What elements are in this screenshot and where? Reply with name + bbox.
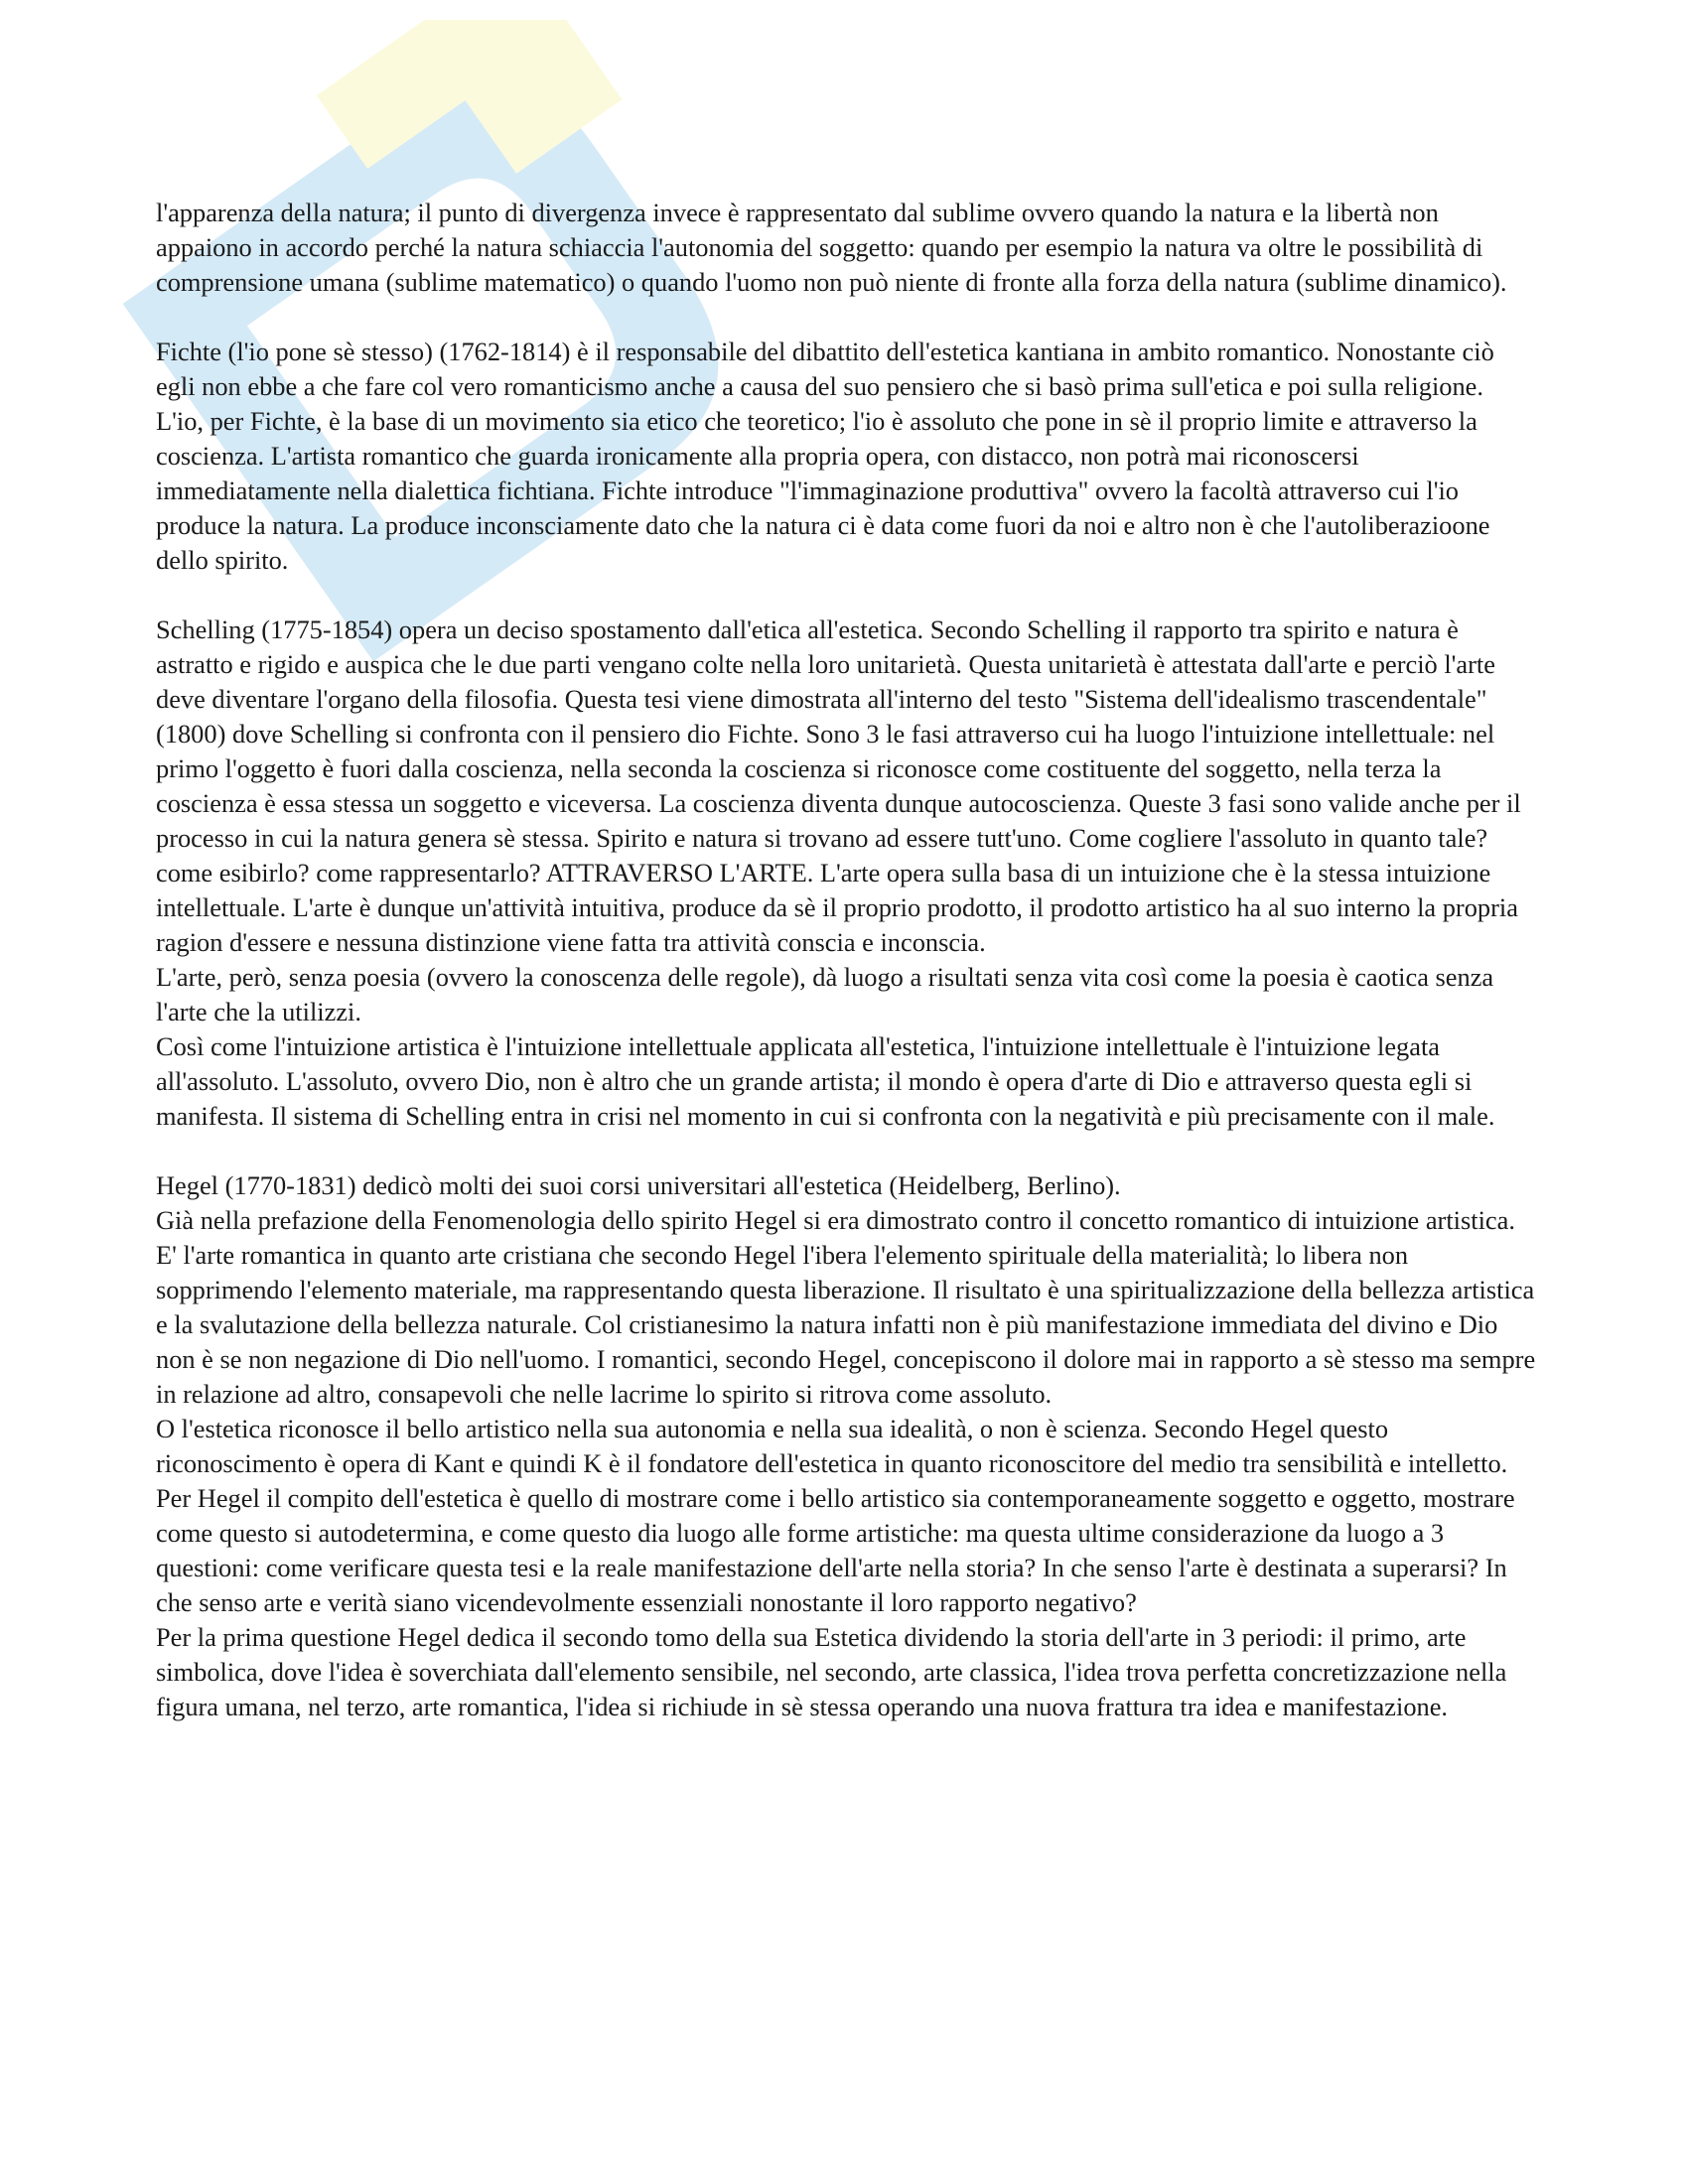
paragraph-hegel-intro: Hegel (1770-1831) dedicò molti dei suoi corsi universitari all'estetica (Heidelberg, Berlino). (156, 1170, 1121, 1200)
document-body (156, 196, 1536, 1724)
paragraph-schelling-assoluto: Così come l'intuizione artistica è l'intuizione intellettuale applicata all'estetica, l'intuizione intellettuale è l'intuizione legata all'assoluto. L'assoluto, ovvero Dio, non è altro che un grande artista; il mondo è opera d'arte di Dio e attraverso questa egli si manifesta. Il sistema di Schelling entra in crisi nel momento in cui si confronta con la negatività e più precisamente con il male. (156, 1031, 1495, 1131)
paragraph-hegel-estetica: O l'estetica riconosce il bello artistico nella sua autonomia e nella sua idealità, o non è scienza. Secondo Hegel questo riconoscimento è opera di Kant e quindi K è il fondatore dell'estetica in quanto riconoscitore del medio tra sensibilità e intelletto. Per Hegel il compito dell'estetica è quello di mostrare come i bello artistico sia contemporaneamente soggetto e oggetto, mostrare come questo si autodetermina, e come questo dia luogo alle forme artistiche: ma questa ultime considerazione da luogo a 3 questioni: come verificare questa tesi e la reale manifestazione dell'arte nella storia? In che senso l'arte è destinata a superarsi? In che senso arte e verità siano vicendevolmente essenziali nonostante il loro rapporto negativo? (156, 1414, 1515, 1617)
paragraph-fichte: Fichte (l'io pone sè stesso) (1762-1814) è il responsabile del dibattito dell'estetica kantiana in ambito romantico. Nonostante ciò egli non ebbe a che fare col vero romanticismo anche a causa del suo pensiero che si basò prima sull'etica e poi sulla religione. L'io, per Fichte, è la base di un movimento sia etico che teoretico; l'io è assoluto che pone in sè il proprio limite e attraverso la coscienza. L'artista romantico che guarda ironicamente alla propria opera, con distacco, non potrà mai riconoscersi immediatamente nella dialettica fichtiana. Fichte introduce "l'immaginazione produttiva" ovvero la facoltà attraverso cui l'io produce la natura. La produce inconsciamente dato che la natura ci è data come fuori da noi e altro non è che l'autoliberazioone dello spirito. (156, 337, 1494, 575)
paragraph-schelling-poesia: L'arte, però, senza poesia (ovvero la conoscenza delle regole), dà luogo a risultati senza vita così come la poesia è caotica senza l'arte che la utilizzi. (156, 962, 1494, 1026)
paragraph-kant-sublime: l'apparenza della natura; il punto di divergenza invece è rappresentato dal sublime ovvero quando la natura e la libertà non appaiono in accordo perché la natura schiaccia l'autonomia del soggetto: quando per esempio la natura va oltre le possibilità di comprensione umana (sublime matematico) o quando l'uomo non può niente di fronte alla forza della natura (sublime dinamico). (156, 198, 1507, 297)
paragraph-schelling: Schelling (1775-1854) opera un deciso spostamento dall'etica all'estetica. Secondo Schelling il rapporto tra spirito e natura è astratto e rigido e auspica che le due parti vengano colte nella loro unitarietà. Questa unitarietà è attestata dall'arte e perciò l'arte deve diventare l'organo della filosofia. Questa tesi viene dimostrata all'interno del testo "Sistema dell'idealismo trascendentale" (1800) dove Schelling si confronta con il pensiero dio Fichte. Sono 3 le fasi attraverso cui ha luogo l'intuizione intellettuale: nel primo l'oggetto è fuori dalla coscienza, nella seconda la coscienza si riconosce come costituente del soggetto, nella terza la coscienza è essa stessa un soggetto e viceversa. La coscienza diventa dunque autocoscienza. Queste 3 fasi sono valide anche per il processo in cui la natura genera sè stessa. Spirito e natura si trovano ad essere tutt'uno. Come cogliere l'assoluto in quanto tale? come esibirlo? come rappresentarlo? ATTRAVERSO L'ARTE. L'arte opera sulla basa di un intuizione che è la stessa intuizione intellettuale. L'arte è dunque un'attività intuitiva, produce da sè il proprio prodotto, il prodotto artistico ha al suo interno la propria ragion d'essere e nessuna distinzione viene fatta tra attività conscia e inconscia. (156, 614, 1521, 957)
paragraph-hegel-fenomenologia: Già nella prefazione della Fenomenologia dello spirito Hegel si era dimostrato contro il concetto romantico di intuizione artistica. E' l'arte romantica in quanto arte cristiana che secondo Hegel l'ibera l'elemento spirituale della materialità; lo libera non sopprimendo l'elemento materiale, ma rappresentando questa liberazione. Il risultato è una spiritualizzazione della bellezza artistica e la svalutazione della bellezza naturale. Col cristianesimo la natura infatti non è più manifestazione immediata del divino e Dio non è se non negazione di Dio nell'uomo. I romantici, secondo Hegel, concepiscono il dolore mai in rapporto a sè stesso ma sempre in relazione ad altro, consapevoli che nelle lacrime lo spirito si ritrova come assoluto. (156, 1205, 1536, 1409)
paragraph-hegel-periodi: Per la prima questione Hegel dedica il secondo tomo della sua Estetica dividendo la storia dell'arte in 3 periodi: il primo, arte simbolica, dove l'idea è soverchiata dall'elemento sensibile, nel secondo, arte classica, l'idea trova perfetta concretizzazione nella figura umana, nel terzo, arte romantica, l'idea si richiude in sè stessa operando una nuova frattura tra idea e manifestazione. (156, 1622, 1507, 1721)
